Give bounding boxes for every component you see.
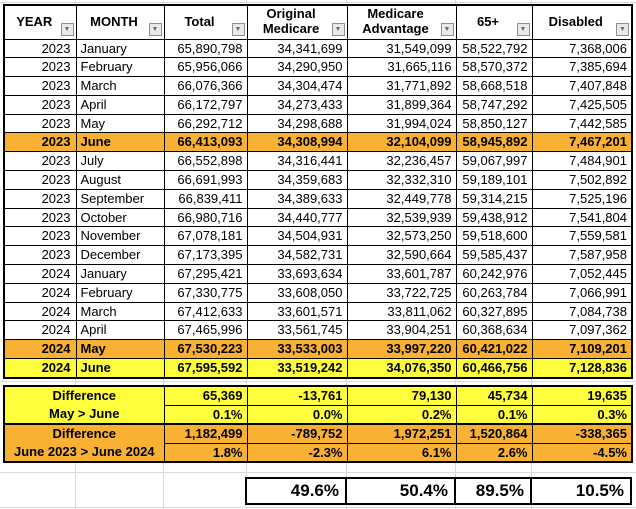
month-cell[interactable]: June	[76, 133, 164, 152]
disabled-cell[interactable]: 7,502,892	[532, 171, 632, 190]
original-medicare-cell[interactable]: 33,561,745	[247, 321, 347, 340]
medicare-advantage-cell[interactable]: 32,590,664	[347, 246, 456, 265]
senior-cell[interactable]: 58,850,127	[456, 114, 532, 133]
table-row	[4, 152, 632, 171]
month-cell[interactable]: April	[76, 95, 164, 114]
original-medicare-cell[interactable]: 33,608,050	[247, 283, 347, 302]
year-cell[interactable]: 2024	[4, 302, 76, 321]
summary-value-senior[interactable]: 1,520,864	[456, 424, 532, 443]
table-row	[4, 246, 632, 265]
summary-value-disabled[interactable]: -4.5%	[532, 443, 632, 462]
medicare-advantage-cell[interactable]: 31,899,364	[347, 95, 456, 114]
month-cell[interactable]: December	[76, 246, 164, 265]
disabled-cell[interactable]: 7,128,836	[532, 359, 632, 378]
total-cell[interactable]: 65,890,798	[164, 39, 247, 58]
filter-button-original-medicare[interactable]	[332, 23, 345, 36]
summary-value-senior[interactable]: 45,734	[456, 386, 532, 405]
disabled-cell[interactable]: 7,425,505	[532, 95, 632, 114]
footer-percent-advantage[interactable]: 50.4%	[346, 478, 455, 504]
filter-button-month[interactable]	[149, 23, 162, 36]
disabled-cell[interactable]: 7,484,901	[532, 152, 632, 171]
original-medicare-cell[interactable]: 33,601,571	[247, 302, 347, 321]
medicare-advantage-cell[interactable]: 32,236,457	[347, 152, 456, 171]
senior-cell[interactable]: 58,570,372	[456, 58, 532, 77]
summary-value-original[interactable]: -2.3%	[247, 443, 347, 462]
disabled-cell[interactable]: 7,525,196	[532, 189, 632, 208]
summary-row-pct-monthly	[4, 405, 632, 424]
gridline	[0, 381, 636, 382]
column-header-label: Original Medicare	[262, 6, 320, 37]
month-cell[interactable]: June	[76, 359, 164, 378]
table-row	[4, 39, 632, 58]
footer-percent-senior[interactable]: 89.5%	[455, 478, 531, 504]
summary-value-senior[interactable]: 0.1%	[456, 405, 532, 424]
chevron-down-icon: ▼	[443, 25, 451, 33]
medicare-advantage-cell[interactable]: 32,539,939	[347, 208, 456, 227]
disabled-cell[interactable]: 7,541,804	[532, 208, 632, 227]
chevron-down-icon: ▼	[519, 25, 527, 33]
disabled-cell[interactable]: 7,052,445	[532, 265, 632, 284]
summary-value-disabled[interactable]: 0.3%	[532, 405, 632, 424]
medicare-advantage-cell[interactable]: 32,573,250	[347, 227, 456, 246]
column-header-label: MONTH	[90, 13, 138, 29]
senior-cell[interactable]: 60,242,976	[456, 265, 532, 284]
summary-value-advantage[interactable]: 79,130	[347, 386, 456, 405]
year-cell[interactable]: 2023	[4, 227, 76, 246]
senior-cell[interactable]: 59,067,997	[456, 152, 532, 171]
senior-cell[interactable]: 59,189,101	[456, 171, 532, 190]
original-medicare-cell[interactable]: 34,504,931	[247, 227, 347, 246]
disabled-cell[interactable]: 7,066,991	[532, 283, 632, 302]
summary-value-original[interactable]: -13,761	[247, 386, 347, 405]
senior-cell[interactable]: 59,314,215	[456, 189, 532, 208]
year-cell[interactable]: 2023	[4, 133, 76, 152]
total-cell[interactable]: 67,595,592	[164, 359, 247, 378]
total-cell[interactable]: 66,980,716	[164, 208, 247, 227]
disabled-cell[interactable]: 7,442,585	[532, 114, 632, 133]
medicare-advantage-cell[interactable]: 31,994,024	[347, 114, 456, 133]
senior-cell[interactable]: 58,668,518	[456, 77, 532, 96]
original-medicare-cell[interactable]: 34,389,633	[247, 189, 347, 208]
summary-label[interactable]: Difference	[4, 424, 164, 443]
chevron-down-icon: ▼	[234, 25, 242, 33]
total-cell[interactable]: 66,413,093	[164, 133, 247, 152]
year-cell[interactable]: 2024	[4, 321, 76, 340]
disabled-cell[interactable]: 7,587,958	[532, 246, 632, 265]
disabled-cell[interactable]: 7,559,581	[532, 227, 632, 246]
year-cell[interactable]: 2024	[4, 265, 76, 284]
senior-cell[interactable]: 59,518,600	[456, 227, 532, 246]
senior-cell[interactable]: 58,945,892	[456, 133, 532, 152]
table-row	[4, 95, 632, 114]
medicare-advantage-cell[interactable]: 32,332,310	[347, 171, 456, 190]
senior-cell[interactable]: 58,747,292	[456, 95, 532, 114]
filter-button-total[interactable]	[232, 23, 245, 36]
column-header-label: 65+	[476, 13, 500, 29]
summary-row-pct-yearly	[4, 443, 632, 462]
table-row	[4, 265, 632, 284]
month-cell[interactable]: July	[76, 152, 164, 171]
disabled-cell[interactable]: 7,407,848	[532, 77, 632, 96]
original-medicare-cell[interactable]: 34,298,688	[247, 114, 347, 133]
month-cell[interactable]: March	[76, 77, 164, 96]
year-cell[interactable]: 2023	[4, 77, 76, 96]
total-cell[interactable]: 67,530,223	[164, 340, 247, 359]
medicare-advantage-cell[interactable]: 33,997,220	[347, 340, 456, 359]
original-medicare-cell[interactable]: 33,519,242	[247, 359, 347, 378]
year-cell[interactable]: 2023	[4, 39, 76, 58]
summary-label[interactable]: May > June	[4, 405, 164, 424]
disabled-cell[interactable]: 7,368,006	[532, 39, 632, 58]
summary-row-diff-monthly	[4, 386, 632, 405]
disabled-cell[interactable]: 7,097,362	[532, 321, 632, 340]
medicare-advantage-cell[interactable]: 31,549,099	[347, 39, 456, 58]
column-header-label: Medicare Advantage	[362, 6, 429, 37]
column-header-medicare-advantage[interactable]	[347, 5, 456, 39]
column-header-original-medicare[interactable]	[247, 5, 347, 39]
summary-value-advantage[interactable]: 1,972,251	[347, 424, 456, 443]
table-row	[4, 208, 632, 227]
month-cell[interactable]: February	[76, 58, 164, 77]
summary-table	[3, 385, 633, 463]
medicare-advantage-cell[interactable]: 33,811,062	[347, 302, 456, 321]
summary-value-original[interactable]: 0.0%	[247, 405, 347, 424]
total-cell[interactable]: 67,412,633	[164, 302, 247, 321]
year-cell[interactable]: 2023	[4, 95, 76, 114]
table-row	[4, 227, 632, 246]
chevron-down-icon: ▼	[334, 25, 342, 33]
column-header-label: YEAR	[16, 13, 53, 29]
year-cell[interactable]: 2023	[4, 208, 76, 227]
summary-value-disabled[interactable]: 19,635	[532, 386, 632, 405]
total-cell[interactable]: 67,295,421	[164, 265, 247, 284]
month-cell[interactable]: May	[76, 114, 164, 133]
table-row	[4, 302, 632, 321]
column-header-total[interactable]	[164, 5, 247, 39]
senior-cell[interactable]: 60,327,895	[456, 302, 532, 321]
summary-value-total[interactable]: 1.8%	[164, 443, 247, 462]
gridline	[0, 507, 636, 508]
medicare-advantage-cell[interactable]: 31,665,116	[347, 58, 456, 77]
column-header-label: Total	[184, 13, 215, 29]
year-cell[interactable]: 2023	[4, 189, 76, 208]
medicare-advantage-cell[interactable]: 32,104,099	[347, 133, 456, 152]
column-header-65plus[interactable]	[456, 5, 532, 39]
table-row	[4, 189, 632, 208]
disabled-cell[interactable]: 7,084,738	[532, 302, 632, 321]
year-cell[interactable]: 2023	[4, 58, 76, 77]
table-row	[4, 340, 632, 359]
chevron-down-icon: ▼	[619, 25, 626, 33]
disabled-cell[interactable]: 7,385,694	[532, 58, 632, 77]
summary-label[interactable]: Difference	[4, 386, 164, 405]
medicare-advantage-cell[interactable]: 33,722,725	[347, 283, 456, 302]
original-medicare-cell[interactable]: 33,693,634	[247, 265, 347, 284]
original-medicare-cell[interactable]: 34,341,699	[247, 39, 347, 58]
original-medicare-cell[interactable]: 34,316,441	[247, 152, 347, 171]
disabled-cell[interactable]: 7,109,201	[532, 340, 632, 359]
original-medicare-cell[interactable]: 34,304,474	[247, 77, 347, 96]
original-medicare-cell[interactable]: 33,533,003	[247, 340, 347, 359]
year-cell[interactable]: 2023	[4, 114, 76, 133]
summary-row-diff-yearly	[4, 424, 632, 443]
total-cell[interactable]: 66,292,712	[164, 114, 247, 133]
year-cell[interactable]: 2023	[4, 246, 76, 265]
column-header-year[interactable]	[4, 5, 76, 39]
year-cell[interactable]: 2024	[4, 340, 76, 359]
medicare-advantage-cell[interactable]: 32,449,778	[347, 189, 456, 208]
footer-ratio-table	[245, 477, 632, 505]
summary-value-advantage[interactable]: 0.2%	[347, 405, 456, 424]
senior-cell[interactable]: 59,438,912	[456, 208, 532, 227]
chevron-down-icon: ▼	[151, 25, 159, 33]
gridline	[0, 472, 636, 473]
total-cell[interactable]: 67,078,181	[164, 227, 247, 246]
total-cell[interactable]: 67,465,996	[164, 321, 247, 340]
column-header-disabled[interactable]	[532, 5, 632, 39]
senior-cell[interactable]: 60,368,634	[456, 321, 532, 340]
total-cell[interactable]: 66,691,993	[164, 171, 247, 190]
table-row	[4, 283, 632, 302]
table-row	[4, 133, 632, 152]
summary-value-original[interactable]: -789,752	[247, 424, 347, 443]
year-cell[interactable]: 2024	[4, 359, 76, 378]
filter-button-year[interactable]	[61, 23, 74, 36]
total-cell[interactable]: 66,839,411	[164, 189, 247, 208]
column-header-month[interactable]	[76, 5, 164, 39]
summary-value-advantage[interactable]: 6.1%	[347, 443, 456, 462]
month-cell[interactable]: February	[76, 283, 164, 302]
month-cell[interactable]: January	[76, 39, 164, 58]
summary-value-senior[interactable]: 2.6%	[456, 443, 532, 462]
summary-value-disabled[interactable]: -338,365	[532, 424, 632, 443]
table-row	[4, 321, 632, 340]
total-cell[interactable]: 66,076,366	[164, 77, 247, 96]
medicare-advantage-cell[interactable]: 33,904,251	[347, 321, 456, 340]
table-row	[4, 359, 632, 378]
table-row	[4, 77, 632, 96]
medicare-advantage-cell[interactable]: 34,076,350	[347, 359, 456, 378]
total-cell[interactable]: 67,330,775	[164, 283, 247, 302]
footer-percent-original[interactable]: 49.6%	[246, 478, 346, 504]
table-row	[4, 58, 632, 77]
month-cell[interactable]: September	[76, 189, 164, 208]
filter-button-medicare-advantage[interactable]	[441, 23, 454, 36]
total-cell[interactable]: 66,552,898	[164, 152, 247, 171]
footer-row	[246, 478, 631, 504]
original-medicare-cell[interactable]: 34,308,994	[247, 133, 347, 152]
senior-cell[interactable]: 60,466,756	[456, 359, 532, 378]
filter-button-disabled[interactable]	[616, 23, 629, 36]
summary-label[interactable]: June 2023 > June 2024	[4, 443, 164, 462]
original-medicare-cell[interactable]: 34,290,950	[247, 58, 347, 77]
total-cell[interactable]: 66,172,797	[164, 95, 247, 114]
summary-value-total[interactable]: 65,369	[164, 386, 247, 405]
summary-value-total[interactable]: 0.1%	[164, 405, 247, 424]
table-row	[4, 114, 632, 133]
month-cell[interactable]: October	[76, 208, 164, 227]
month-cell[interactable]: March	[76, 302, 164, 321]
month-cell[interactable]: August	[76, 171, 164, 190]
medicare-advantage-cell[interactable]: 33,601,787	[347, 265, 456, 284]
summary-value-total[interactable]: 1,182,499	[164, 424, 247, 443]
senior-cell[interactable]: 60,263,784	[456, 283, 532, 302]
month-cell[interactable]: November	[76, 227, 164, 246]
original-medicare-cell[interactable]: 34,273,433	[247, 95, 347, 114]
enrollment-table	[3, 4, 633, 379]
senior-cell[interactable]: 59,585,437	[456, 246, 532, 265]
year-cell[interactable]: 2023	[4, 171, 76, 190]
year-cell[interactable]: 2024	[4, 283, 76, 302]
year-cell[interactable]: 2023	[4, 152, 76, 171]
table-row	[4, 171, 632, 190]
senior-cell[interactable]: 58,522,792	[456, 39, 532, 58]
month-cell[interactable]: April	[76, 321, 164, 340]
gridline	[0, 2, 636, 3]
disabled-cell[interactable]: 7,467,201	[532, 133, 632, 152]
month-cell[interactable]: May	[76, 340, 164, 359]
header-row	[4, 5, 632, 39]
footer-percent-disabled[interactable]: 10.5%	[531, 478, 631, 504]
original-medicare-cell[interactable]: 34,582,731	[247, 246, 347, 265]
total-cell[interactable]: 67,173,395	[164, 246, 247, 265]
original-medicare-cell[interactable]: 34,359,683	[247, 171, 347, 190]
column-header-label: Disabled	[548, 13, 603, 29]
original-medicare-cell[interactable]: 34,440,777	[247, 208, 347, 227]
total-cell[interactable]: 65,956,066	[164, 58, 247, 77]
month-cell[interactable]: January	[76, 265, 164, 284]
chevron-down-icon: ▼	[63, 25, 71, 33]
filter-button-65plus[interactable]	[517, 23, 530, 36]
medicare-advantage-cell[interactable]: 31,771,892	[347, 77, 456, 96]
senior-cell[interactable]: 60,421,022	[456, 340, 532, 359]
